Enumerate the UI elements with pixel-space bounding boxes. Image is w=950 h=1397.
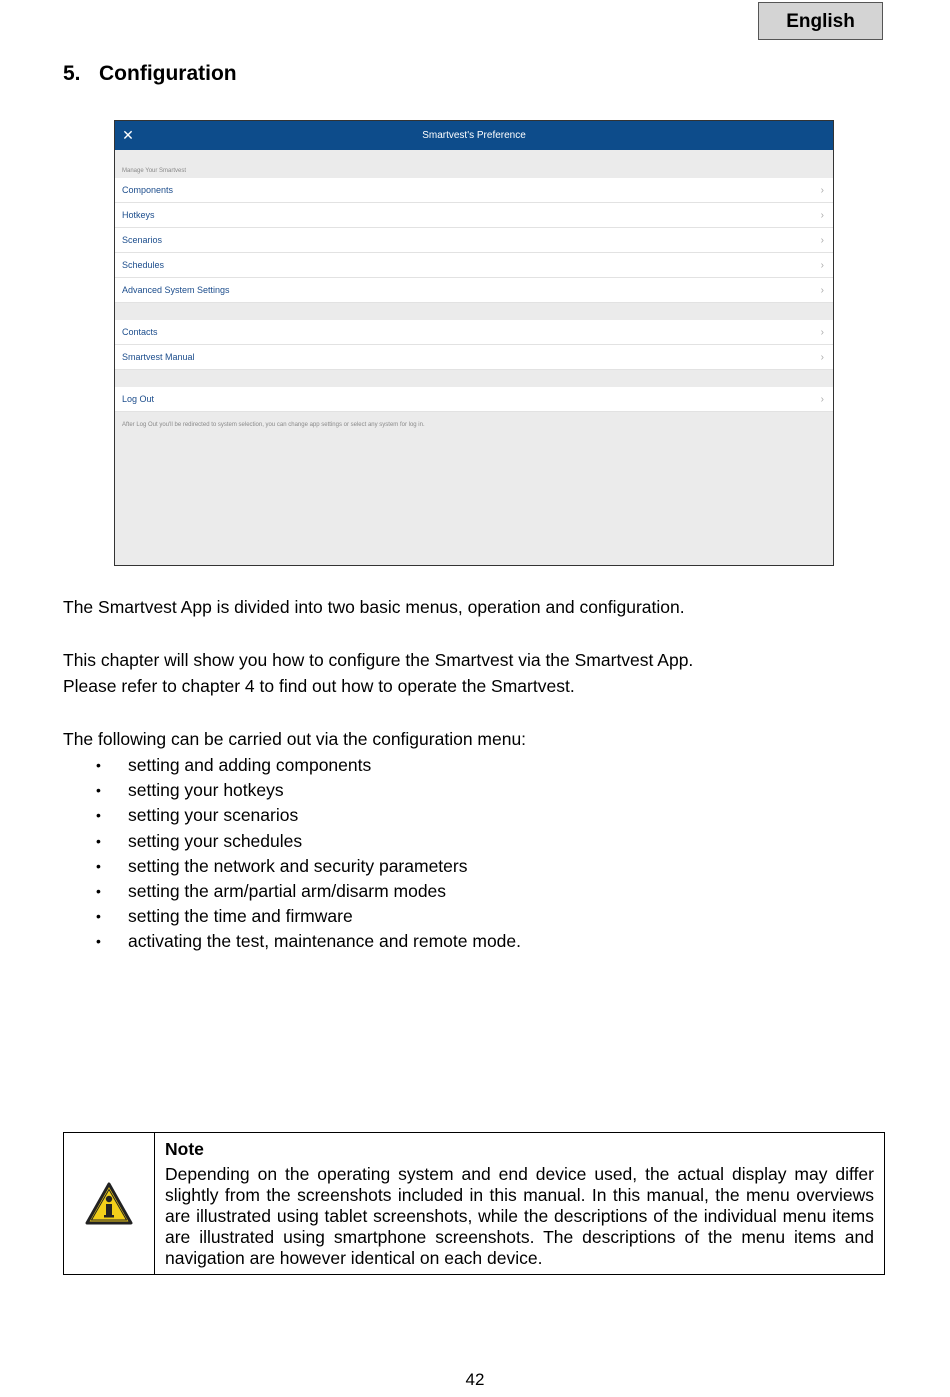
menu-item-label: Advanced System Settings xyxy=(122,285,230,295)
list-item xyxy=(63,753,521,778)
chevron-right-icon: › xyxy=(820,210,824,221)
note-icon-cell xyxy=(64,1133,155,1274)
language-tab: English xyxy=(758,2,883,40)
list-item-text: activating the test, maintenance and remote mode. xyxy=(128,931,522,952)
bullet-icon: • xyxy=(96,807,101,824)
list-item-text: setting the network and security parameters xyxy=(128,855,468,876)
close-icon[interactable]: ✕ xyxy=(122,127,134,143)
section-heading xyxy=(63,62,237,86)
list-item xyxy=(63,854,521,879)
menu-item-label: Contacts xyxy=(122,327,158,337)
page-number: 42 xyxy=(465,1370,485,1389)
list-item xyxy=(63,929,521,954)
list-item-text: setting your scenarios xyxy=(128,805,299,826)
bullet-icon: • xyxy=(96,757,101,773)
app-header-title: Smartvest's Preference xyxy=(422,130,526,141)
app-screenshot xyxy=(114,120,834,566)
chevron-right-icon: › xyxy=(820,260,824,271)
list-item-text: setting the arm/partial arm/disarm modes xyxy=(128,880,447,901)
menu-item-label: Schedules xyxy=(122,260,165,270)
bullet-icon: • xyxy=(96,933,101,950)
menu-group-divider xyxy=(115,370,833,387)
menu-item-scenarios[interactable] xyxy=(115,228,833,253)
chapter-paragraph-line1: This chapter will show you how to configure the Smartvest via the Smartvest App. xyxy=(63,650,694,670)
menu-item-label: Hotkeys xyxy=(122,210,155,220)
chevron-right-icon: › xyxy=(820,285,824,296)
list-item-text: setting your hotkeys xyxy=(128,780,284,801)
menu-group-divider xyxy=(115,303,833,320)
section-number: 5. xyxy=(63,62,81,85)
list-item xyxy=(63,904,521,929)
app-header xyxy=(115,121,833,150)
chevron-right-icon: › xyxy=(820,352,824,363)
app-section-label: Manage Your Smartvest xyxy=(122,168,187,174)
bullet-icon: • xyxy=(96,882,101,899)
bullet-icon: • xyxy=(96,908,101,925)
chapter-paragraph-line2: Please refer to chapter 4 to find out how to operate the Smartvest. xyxy=(63,676,575,696)
menu-item-label: Smartvest Manual xyxy=(122,352,195,362)
list-item xyxy=(63,778,521,803)
section-title: Configuration xyxy=(99,62,237,85)
list-item xyxy=(63,879,521,904)
list-item xyxy=(63,829,521,854)
app-footnote: After Log Out you'll be redirected to system selection, you can change app settings or select any system for log in. xyxy=(122,422,425,428)
menu-item-label: Log Out xyxy=(122,394,155,404)
chevron-right-icon: › xyxy=(820,235,824,246)
menu-item-label: Components xyxy=(122,185,174,195)
list-item-text: setting and adding components xyxy=(128,755,372,775)
warning-info-icon xyxy=(85,1182,133,1226)
note-text-cell xyxy=(155,1133,884,1274)
list-item xyxy=(63,803,521,828)
list-item-text: setting your schedules xyxy=(128,830,303,851)
menu-item-smartvest-manual[interactable] xyxy=(115,345,833,370)
menu-item-hotkeys[interactable] xyxy=(115,203,833,228)
note-box xyxy=(63,1132,885,1275)
chevron-right-icon: › xyxy=(820,394,824,405)
menu-item-components[interactable] xyxy=(115,178,833,203)
menu-item-contacts[interactable] xyxy=(115,320,833,345)
menu-item-log-out[interactable] xyxy=(115,387,833,412)
menu-item-advanced-system-settings[interactable] xyxy=(115,278,833,303)
configuration-list xyxy=(63,753,521,955)
chevron-right-icon: › xyxy=(820,327,824,338)
menu-item-schedules[interactable] xyxy=(115,253,833,278)
list-item-text: setting the time and firmware xyxy=(128,906,353,927)
bullet-icon: • xyxy=(96,857,101,874)
list-intro: The following can be carried out via the configuration menu: xyxy=(63,729,527,749)
note-body: Depending on the operating system and end device used, the actual display may differ slightly from the screenshots included in this manual. In this manual, the menu overviews are illustrated using tablet screenshots, while the descriptions of the individual menu items are illustrated using smartphone screenshots. The descriptions of the menu items and navigation are however identical on each device. xyxy=(165,1164,874,1268)
note-title: Note xyxy=(165,1139,204,1159)
chevron-right-icon: › xyxy=(820,185,824,196)
bullet-icon: • xyxy=(96,782,101,799)
intro-paragraph: The Smartvest App is divided into two basic menus, operation and configuration. xyxy=(63,597,685,617)
menu-item-label: Scenarios xyxy=(122,235,163,245)
bullet-icon: • xyxy=(96,832,101,849)
